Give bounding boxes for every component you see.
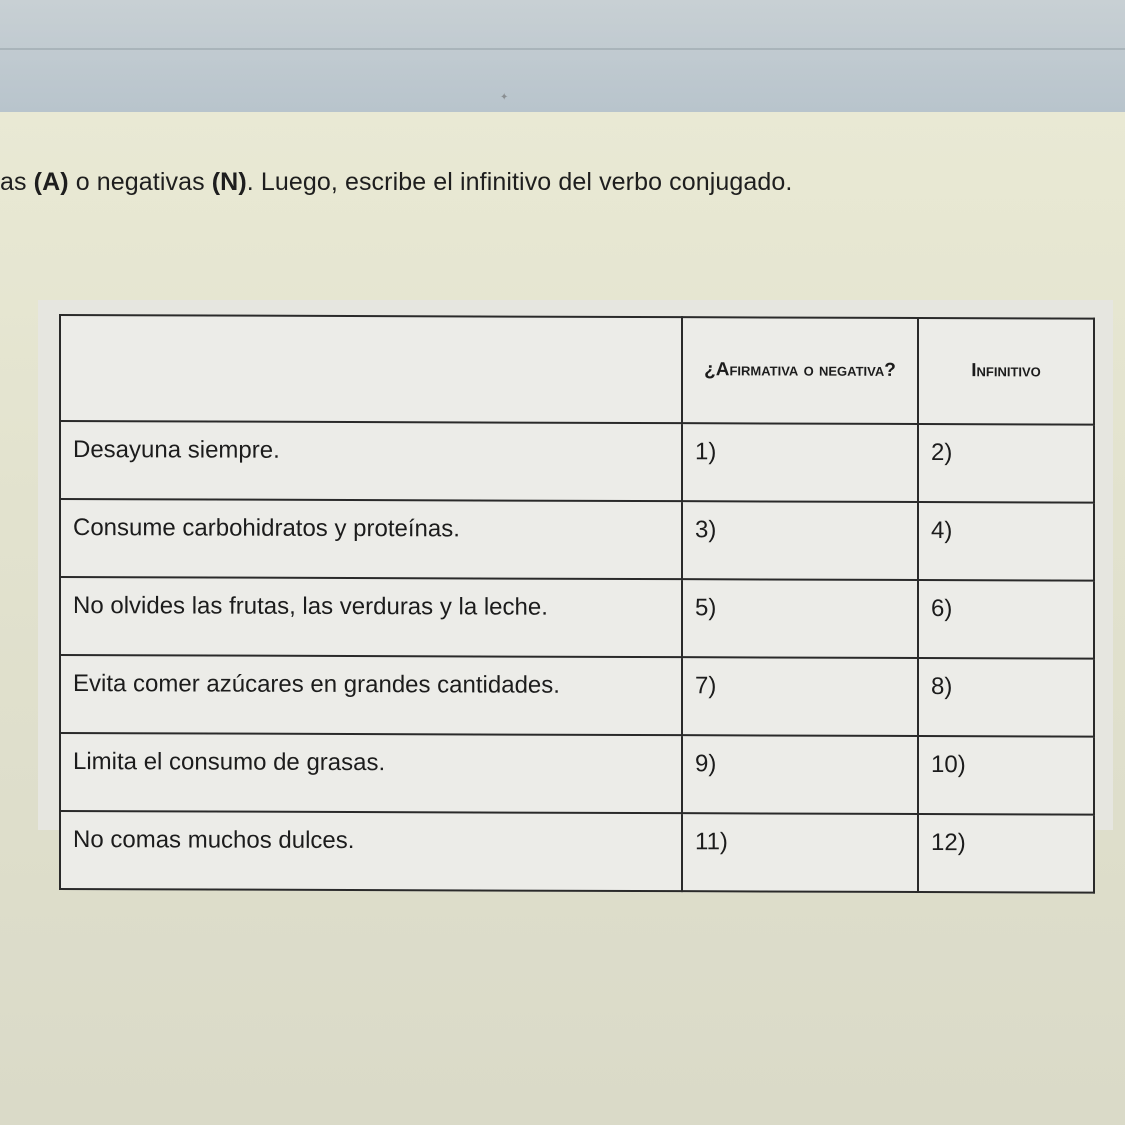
header-affirmative-negative: ¿Afirmativa o negativa?	[682, 317, 918, 424]
answer-cell-affirmative[interactable]: 11)	[682, 813, 918, 892]
answer-cell-infinitive[interactable]: 8)	[918, 658, 1094, 737]
negative-marker: (N)	[211, 168, 247, 196]
row-prompt: Desayuna siempre.	[60, 421, 682, 501]
row-prompt: Limita el consumo de grasas.	[60, 733, 682, 813]
affirmative-marker: (A)	[33, 168, 69, 196]
answer-cell-affirmative[interactable]: 5)	[682, 579, 918, 658]
table-row	[60, 655, 1094, 737]
table-row	[60, 733, 1094, 815]
table-row	[60, 577, 1094, 659]
answer-cell-affirmative[interactable]: 3)	[682, 501, 918, 580]
row-prompt: No olvides las frutas, las verduras y la leche.	[60, 577, 682, 657]
row-prompt: No comas muchos dulces.	[60, 811, 682, 891]
instruction-prefix: as	[0, 168, 34, 196]
answer-cell-infinitive[interactable]: 10)	[918, 736, 1094, 815]
answer-cell-affirmative[interactable]: 7)	[682, 657, 918, 736]
answer-cell-infinitive[interactable]: 2)	[918, 424, 1094, 503]
table-row	[60, 421, 1094, 503]
answer-cell-affirmative[interactable]: 1)	[682, 423, 918, 502]
browser-top-bar	[0, 0, 1125, 112]
header-infinitive: Infinitivo	[918, 318, 1094, 425]
answer-cell-infinitive[interactable]: 4)	[918, 502, 1094, 581]
exercise-table	[59, 314, 1095, 894]
instruction-middle: o negativas	[68, 168, 212, 196]
answer-cell-affirmative[interactable]: 9)	[682, 735, 918, 814]
header-prompt	[60, 315, 682, 423]
instruction-text	[0, 168, 1110, 197]
table-row	[60, 499, 1094, 581]
answer-cell-infinitive[interactable]: 12)	[918, 814, 1094, 893]
top-bar-divider	[0, 48, 1125, 50]
table-row	[60, 811, 1094, 893]
instruction-suffix: . Luego, escribe el infinitivo del verbo conjugado.	[246, 168, 793, 196]
table-header-row	[60, 315, 1094, 425]
answer-cell-infinitive[interactable]: 6)	[918, 580, 1094, 659]
row-prompt: Consume carbohidratos y proteínas.	[60, 499, 682, 579]
cursor-speck-icon: ✦	[500, 92, 509, 103]
row-prompt: Evita comer azúcares en grandes cantidades.	[60, 655, 682, 735]
